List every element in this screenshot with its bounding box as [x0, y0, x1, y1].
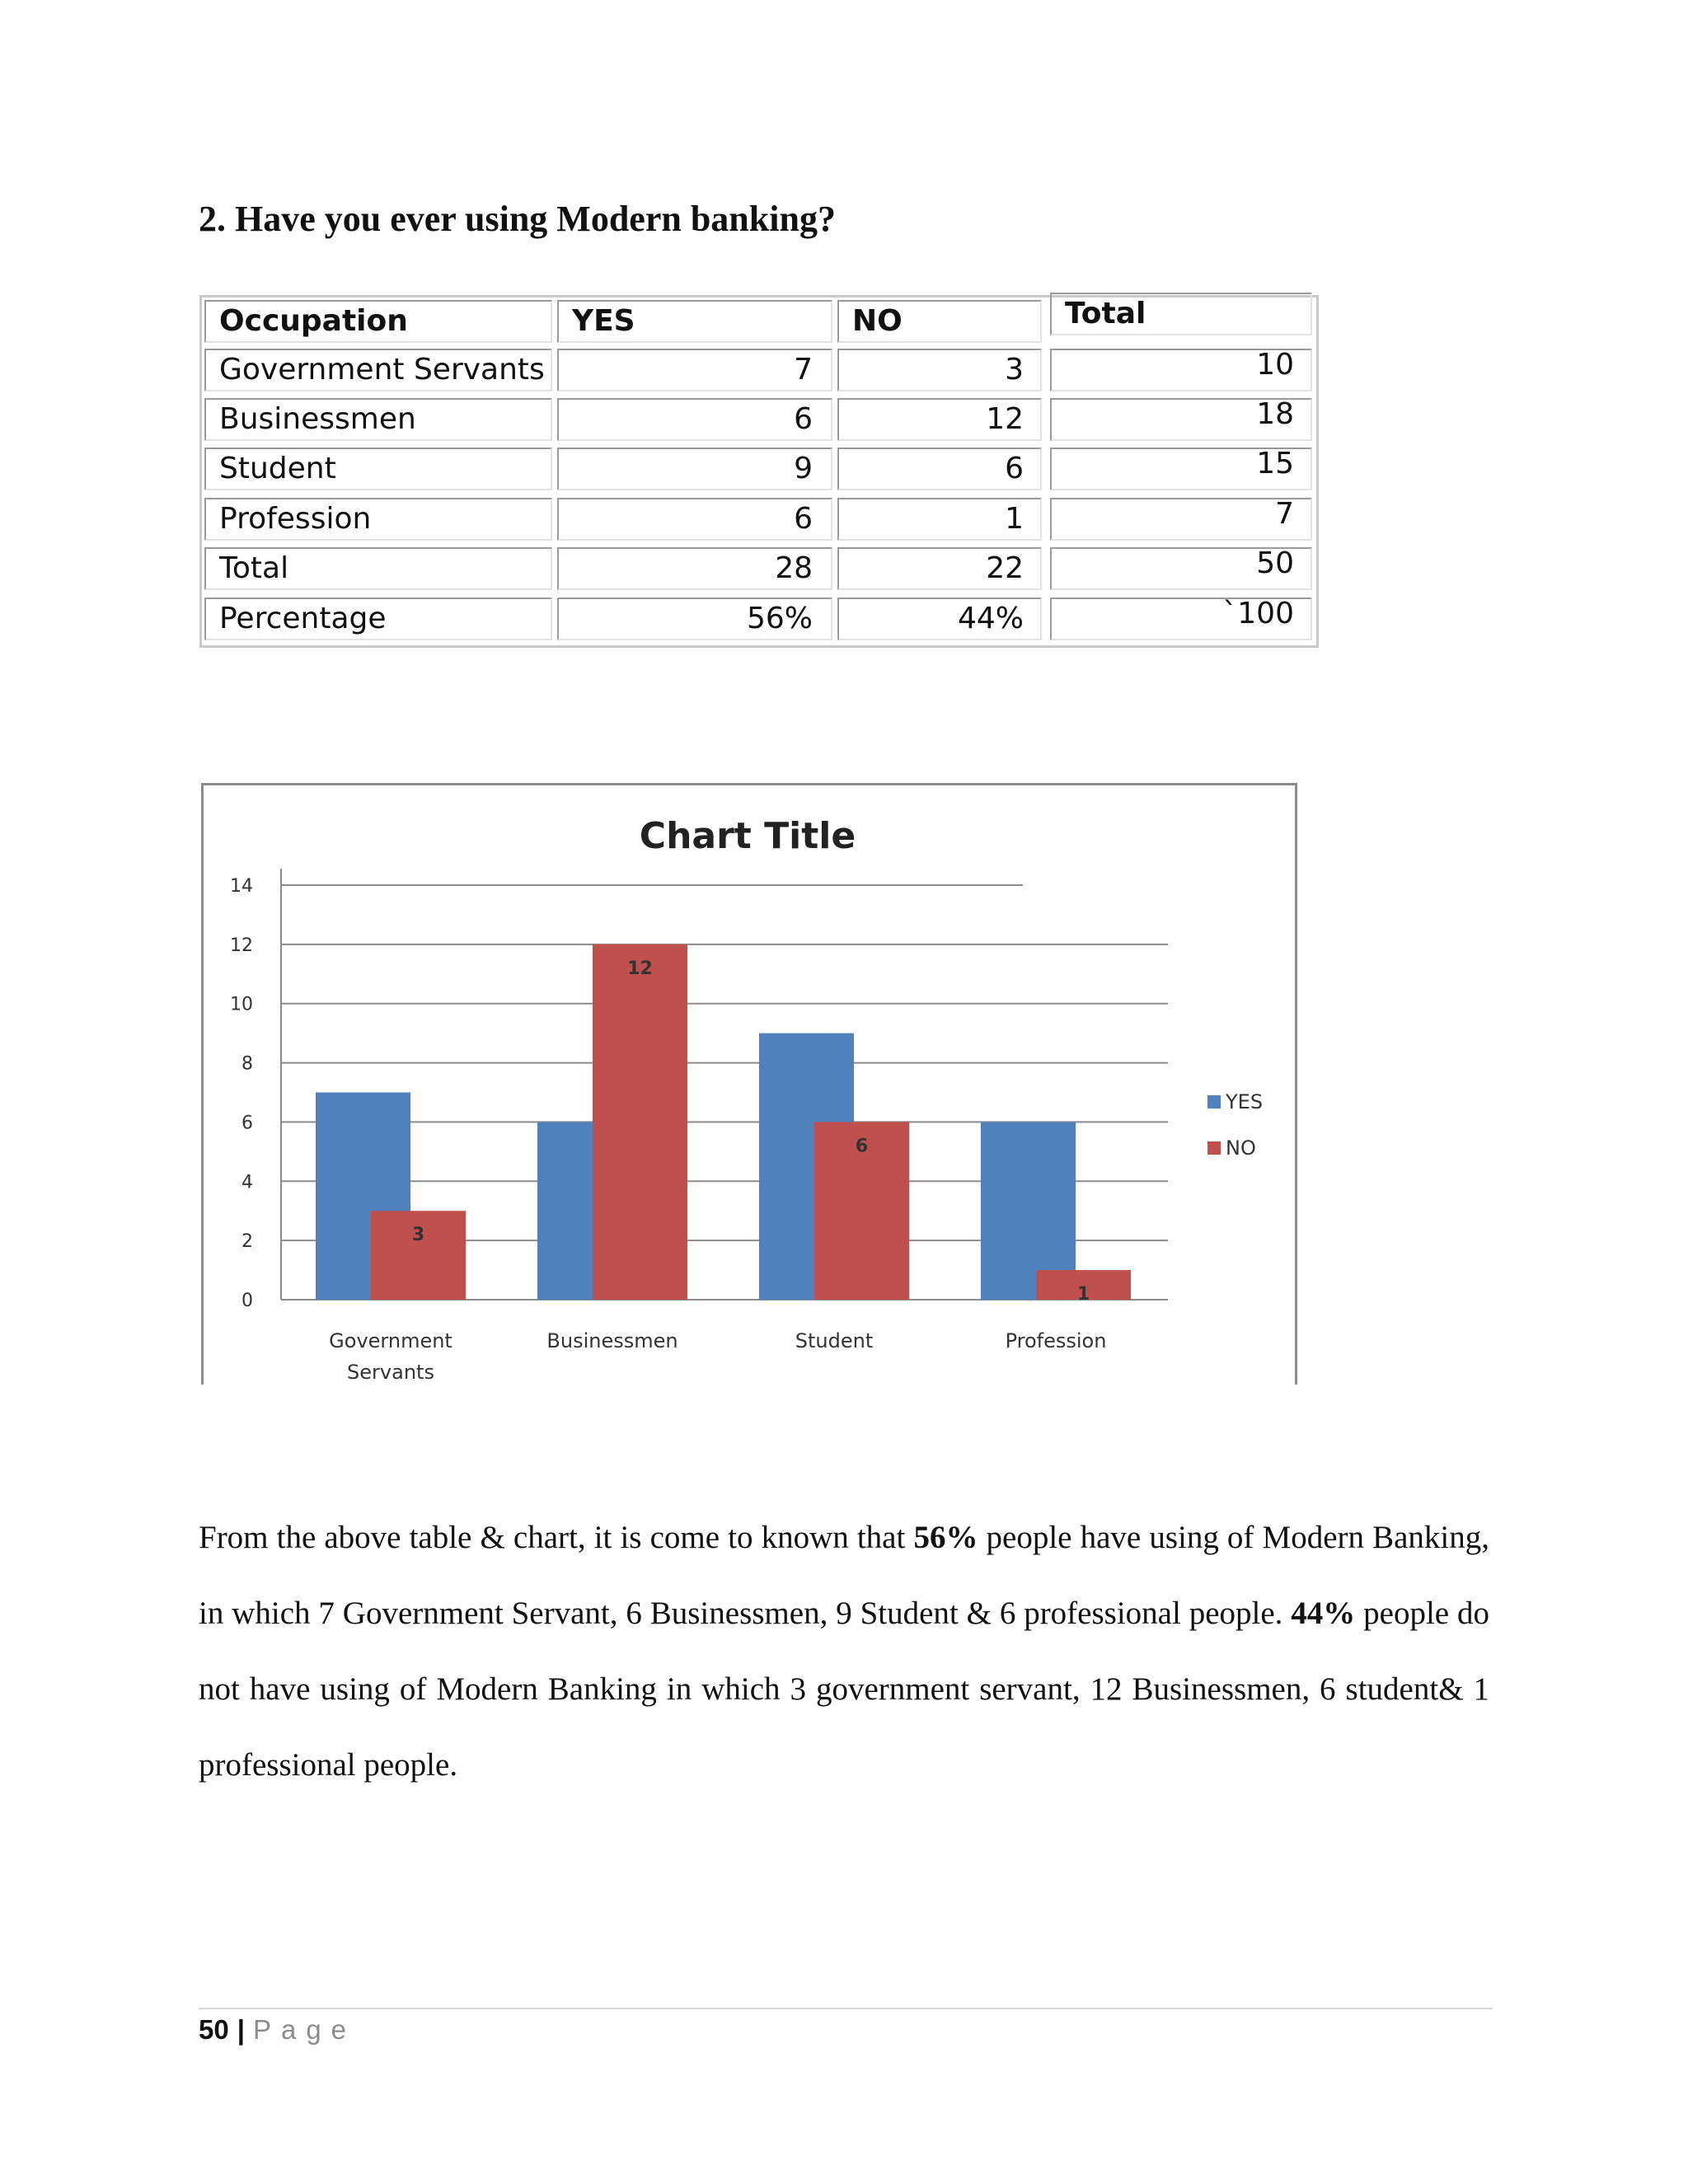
table-cell: Businessmen — [204, 398, 552, 441]
category-label: Government — [329, 1329, 452, 1352]
question-heading: 2. Have you ever using Modern banking? — [199, 199, 836, 239]
table-cell: `100 — [1050, 598, 1312, 640]
table-row — [202, 445, 1316, 493]
page-footer — [199, 2014, 356, 2046]
summary-text: people do not have using of Modern Banking in which 3 government servant, 12 Businessmen, 6 student& 1 professional people. — [199, 1596, 1489, 1783]
data-label: 1 — [1076, 1284, 1090, 1305]
legend-swatch — [1207, 1095, 1221, 1108]
table-row — [202, 396, 1316, 443]
no-percentage: 44% — [1291, 1596, 1356, 1631]
table-cell: 7 — [1050, 498, 1312, 541]
table-row — [202, 346, 1316, 394]
page-number: 50 — [199, 2014, 229, 2045]
y-tick-label: 4 — [241, 1172, 253, 1193]
summary-text: From the above table & chart, it is come to known that — [199, 1520, 914, 1555]
table-row — [202, 545, 1316, 593]
yes-percentage: 56% — [913, 1520, 978, 1555]
header-cell: NO — [837, 300, 1042, 343]
table-cell: 10 — [1050, 349, 1312, 391]
table-cell: Student — [204, 448, 552, 490]
table-cell: 3 — [837, 349, 1042, 391]
legend-label: NO — [1226, 1137, 1256, 1160]
y-tick-label: 6 — [241, 1113, 253, 1134]
category-label: Student — [795, 1329, 874, 1352]
chart-title: Chart Title — [639, 815, 856, 857]
data-label: 12 — [627, 958, 653, 979]
category-label: Businessmen — [546, 1329, 678, 1352]
y-tick-label: 0 — [241, 1291, 253, 1311]
table-cell: Government Servants — [204, 349, 552, 391]
y-tick-label: 2 — [241, 1231, 253, 1253]
table-cell: Percentage — [204, 598, 552, 640]
table-header-row — [202, 298, 1316, 345]
table-cell: 7 — [557, 349, 832, 391]
category-label: Servants — [347, 1361, 434, 1384]
y-tick-label: 14 — [230, 876, 253, 897]
table-cell: 12 — [837, 398, 1042, 441]
table-cell: 44% — [837, 598, 1042, 640]
y-tick-label: 10 — [230, 994, 253, 1015]
header-cell: Total — [1050, 293, 1312, 335]
legend-swatch — [1207, 1141, 1221, 1155]
table-cell: 6 — [557, 398, 832, 441]
table-cell: 50 — [1050, 547, 1312, 590]
footer-divider — [199, 2008, 1493, 2009]
table-cell: 6 — [837, 448, 1042, 490]
occupation-table — [199, 295, 1319, 648]
table-cell: 56% — [557, 598, 832, 640]
chart-svg — [204, 785, 1295, 1385]
table-cell: 28 — [557, 547, 832, 590]
summary-text: people have using of Modern Banking, in which 7 Government Servant, 6 Businessmen, 9 Student & 6 professional people. — [199, 1520, 1490, 1631]
y-tick-label: 12 — [230, 935, 253, 956]
header-cell: Occupation — [204, 300, 552, 343]
category-label: Profession — [1005, 1329, 1107, 1352]
table-cell: 15 — [1050, 448, 1312, 490]
table-row — [202, 595, 1316, 643]
data-label: 6 — [855, 1136, 869, 1157]
bar-chart — [201, 783, 1297, 1385]
footer-separator: | — [237, 2014, 245, 2045]
table-cell: 1 — [837, 498, 1042, 541]
y-tick-label: 8 — [241, 1053, 253, 1075]
table-cell: 22 — [837, 547, 1042, 590]
table-cell: Profession — [204, 498, 552, 541]
table-cell: 6 — [557, 498, 832, 541]
legend-label: YES — [1226, 1090, 1264, 1113]
table-row — [202, 495, 1316, 543]
bar-no — [593, 944, 687, 1300]
page-word: Page — [252, 2014, 357, 2045]
table-cell: 9 — [557, 448, 832, 490]
header-cell: YES — [557, 300, 832, 343]
table-cell: 18 — [1050, 398, 1312, 441]
data-label: 3 — [411, 1225, 425, 1246]
summary-paragraph — [199, 1500, 1489, 1803]
table-cell: Total — [204, 547, 552, 590]
